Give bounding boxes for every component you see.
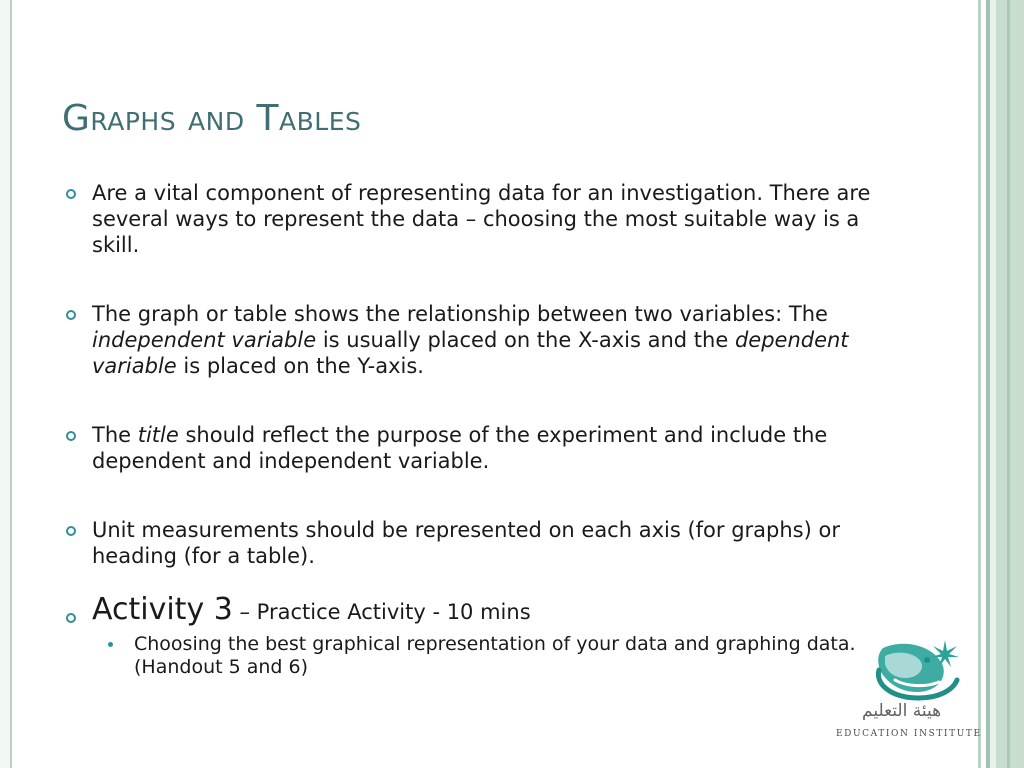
activity-subtitle: – Practice Activity - 10 mins — [232, 600, 531, 624]
bullet-circle-icon — [66, 189, 76, 199]
bullet-text: is placed on the Y-axis. — [176, 354, 424, 378]
bullet-item — [66, 517, 896, 569]
bullet-circle-icon — [66, 431, 76, 441]
bullet-item — [66, 180, 896, 258]
bullet-circle-icon — [66, 310, 76, 320]
left-border-decoration — [0, 0, 12, 768]
bullet-circle-icon — [66, 526, 76, 536]
activity-bullet — [66, 592, 896, 679]
logo-english-text: EDUCATION INSTITUTE — [836, 729, 982, 739]
right-border-stripe — [1007, 0, 1010, 768]
bullet-item — [66, 422, 896, 474]
logo-emblem-icon — [878, 640, 959, 698]
dependent-variable-term: dependent variable — [92, 328, 849, 378]
activity-heading: Activity 3 — [92, 592, 233, 627]
right-border-stripe — [996, 0, 1024, 768]
activity-sub-list — [92, 633, 896, 679]
bullet-text: The graph or table shows the relationship between two variables: The — [92, 302, 828, 326]
bullet-text: Are a vital component of representing data for an investigation. There are several ways to represent the data – choosing the most suitable way is a skill. — [92, 181, 871, 257]
bullet-list — [66, 180, 896, 679]
sub-bullet-text: Choosing the best graphical representation of your data and graphing data. (Handout 5 and 6) — [134, 633, 856, 678]
title-term: title — [137, 423, 179, 447]
bullet-circle-icon — [66, 613, 76, 623]
bullet-text: should reflect the purpose of the experiment and include the dependent and independent variable. — [92, 423, 828, 473]
bullet-text: Unit measurements should be represented on each axis (for graphs) or heading (for a table). — [92, 518, 840, 568]
logo-arabic-text: هيئة التعليم — [862, 701, 942, 721]
independent-variable-term: independent variable — [92, 328, 317, 352]
bullet-item — [66, 301, 896, 379]
bullet-text: is usually placed on the X-axis and the — [316, 328, 735, 352]
sub-bullet-item — [108, 633, 896, 679]
slide-title: Graphs and Tables — [62, 98, 362, 139]
bullet-text: The — [92, 423, 138, 447]
bullet-dot-icon — [108, 642, 113, 647]
